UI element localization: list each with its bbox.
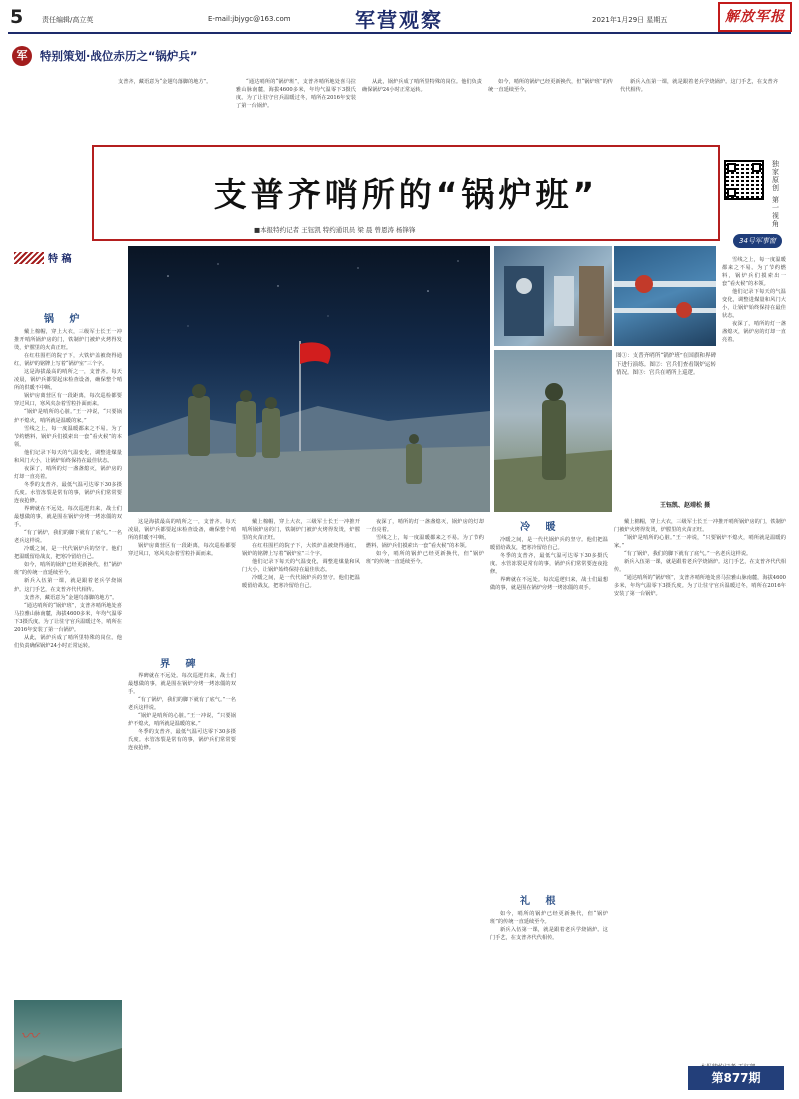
subhead-guolu: 锅 炉 <box>44 314 86 325</box>
calligraphy-art <box>14 1000 122 1092</box>
weekday-text: 星期五 <box>646 16 668 24</box>
intro-column-5 <box>620 78 778 144</box>
body-paragraph: 界碑就在不远处。每次巡逻归来，战士们最想做的事，就是围在锅炉旁烤一烤冻僵的双手。 <box>14 506 122 529</box>
body-paragraph: 戴上棉帽，穿上大衣，三级军士长王一冲推开哨所锅炉房的门，铁制炉门被炉火烤得发烫，炉膛里的火苗正旺。 <box>614 519 786 534</box>
body-paragraph: 夜深了，哨所的灯一盏盏熄灭，锅炉房的灯却一直亮着。 <box>14 465 122 480</box>
body-paragraph: 支普齐，藏语意为“金翅鸟落脚的地方”。 <box>24 594 118 601</box>
body-paragraph: 界碑就在不远处。每次巡逻归来，战士们最想做的事，就是围在锅炉旁烤一烤冻僵的双手。 <box>490 577 608 592</box>
body-paragraph: 如今，哨所的锅炉已经更新换代，但“锅炉班”的传统一直延续至今。 <box>366 551 484 566</box>
svg-text:〰: 〰 <box>20 1026 38 1047</box>
issue-date <box>592 15 667 25</box>
date-text: 2021年1月29日 <box>592 16 645 24</box>
qr-finder-bl <box>727 188 736 197</box>
body-paragraph: “锅炉是哨所的心脏。”王一冲说，“只要锅炉不熄火，哨所就是温暖的家。” <box>14 409 122 424</box>
body-column-2b <box>128 672 236 1092</box>
body-column-3 <box>242 518 360 1092</box>
intro-paragraph: 支普齐，藏语意为“金翅鸟落脚的地方”。 <box>118 79 212 85</box>
body-paragraph: 夜深了，哨所的灯一盏盏熄灭，锅炉房的灯却一直亮着。 <box>722 321 786 344</box>
body-paragraph: “有了锅炉，我们的脚下就有了底气。”一名老兵这样说。 <box>128 697 236 712</box>
body-paragraph: 在红柱围栏的院子下，大铁炉盖被烧得通红，锅炉的铭牌上写着“锅炉室”三个字。 <box>242 543 360 558</box>
subhead-lengnuan: 冷 暖 <box>520 522 562 533</box>
body-paragraph: 冷暖之间，是一代代锅炉兵的坚守。他们把温暖留给战友，把寒冷留给自己。 <box>242 575 360 590</box>
body-paragraph: 冬季的支普齐，最低气温可达零下30多摄氏度。水管冻裂是常有的事，锅炉兵们常常要连夜抢修。 <box>128 729 236 752</box>
issue-badge: 第877期 <box>688 1066 784 1090</box>
body-paragraph: 锅炉房离营区有一段距离，每次巡检都要穿过风口，寒风夹杂着雪粒扑面而来。 <box>128 543 236 558</box>
qr-finder-tl <box>727 163 736 172</box>
subhead-ligen: 礼 根 <box>520 896 562 907</box>
body-paragraph: 这是海拔最高的哨所之一，支普齐。每天凌晨，锅炉兵都要起床检查设备，确保整个哨所的供暖不中断。 <box>14 369 122 392</box>
subhead-jiebei: 界 碑 <box>160 659 202 670</box>
app-badge[interactable]: 34号军事窗 <box>733 234 782 248</box>
body-paragraph: 冬季的支普齐，最低气温可达零下30多摄氏度。水管冻裂是常有的事，锅炉兵们常常要连夜抢修。 <box>490 553 608 576</box>
body-paragraph: 冷暖之间，是一代代锅炉兵的坚守。他们把温暖留给战友，把寒冷留给自己。 <box>14 546 122 561</box>
body-paragraph: 雪线之上，每一度温暖都来之不易。为了节约燃料，锅炉兵们摸索出一套“看火候”的本领。 <box>14 425 122 448</box>
section-title: 军营观察 <box>355 8 443 32</box>
intro-paragraph: 如今，哨所的锅炉已经更新换代，但“锅炉班”的传统一直延续至今。 <box>488 79 613 94</box>
body-paragraph: “有了锅炉，我们的脚下就有了底气。”一名老兵这样说。 <box>624 551 752 558</box>
ground <box>128 446 490 512</box>
body-column-6 <box>614 518 786 1058</box>
column-badge: 军 <box>12 46 32 66</box>
body-paragraph: “通达哨所的“锅炉班”，支普齐哨所地处喜马拉雅山脉南麓，海拔4600多米，年均气温零下3摄氏度。为了让驻守官兵温暖过冬，哨所在2016年安装了第一台锅炉。 <box>614 575 786 598</box>
body-paragraph: 新兵入伍第一课，就是跟着老兵学烧锅炉。这门手艺，在支普齐代代相传。 <box>14 578 122 593</box>
body-paragraph: 他们记录下每天的气温变化，调整进煤量和风门大小，让锅炉始终保持在最佳状态。 <box>242 559 360 574</box>
inset-photo-boiler <box>494 246 612 346</box>
column-title: 特别策划·战位赤历之“锅炉兵” <box>40 49 198 63</box>
body-paragraph: 如今，哨所的锅炉已经更新换代，但“锅炉班”的传统一直延续至今。 <box>490 911 608 926</box>
intro-paragraph: “通达哨所的“锅炉班”，支普齐哨所地处喜马拉雅山脉南麓，海拔4600多米，年均气温零下3摄氏度。为了让驻守官兵温暖过冬，哨所在2016年安装了第一台锅炉。 <box>236 79 356 110</box>
section-tag <box>14 248 104 268</box>
header-rule <box>8 32 791 34</box>
body-paragraph: “锅炉是哨所的心脏。”王一冲说，“只要锅炉不熄火，哨所就是温暖的家。” <box>614 535 786 550</box>
body-paragraph: “有了锅炉，我们的脚下就有了底气。”一名老兵这样说。 <box>14 530 122 545</box>
bottom-art-banner <box>14 1000 122 1092</box>
headline-title: 支普齐哨所的“锅炉班” <box>213 175 599 214</box>
body-paragraph: 锅炉房离营区有一段距离，每次巡检都要穿过风口，寒风夹杂着雪粒扑面而来。 <box>14 393 122 408</box>
email-line: E-mail:jbjygc@163.com <box>208 15 291 23</box>
qr-label-vertical <box>772 160 782 228</box>
intro-column-3 <box>362 78 482 144</box>
body-paragraph: “通达哨所的“锅炉班”，支普齐哨所地处喜马拉雅山脉南麓，海拔4600多米，年均气温零下3摄氏度。为了让驻守官兵温暖过冬，哨所在2016年安装了第一台锅炉。 <box>14 602 122 633</box>
body-paragraph: 如今，哨所的锅炉已经更新换代，但“锅炉班”的传统一直延续至今。 <box>14 562 122 577</box>
tag-text: 特 稿 <box>48 254 72 265</box>
valve-scene <box>614 246 716 346</box>
intro-column-4 <box>488 78 613 144</box>
soldier-1 <box>188 384 210 456</box>
intro-paragraph: 新兵入伍第一课，就是跟着老兵学烧锅炉。这门手艺，在支普齐代代相传。 <box>620 79 778 94</box>
body-paragraph: 冬季的支普齐，最低气温可达零下30多摄氏度。水管冻裂是常有的事，锅炉兵们常常要连夜抢修。 <box>14 481 122 504</box>
soldier-3 <box>262 397 280 458</box>
main-photo <box>128 246 490 512</box>
tag-stripe <box>14 252 44 264</box>
body-paragraph: 冷暖之间，是一代代锅炉兵的坚守。他们把温暖留给战友，把寒冷留给自己。 <box>490 537 608 552</box>
photo-credit: 王钰凯、赵靖松 摄 <box>660 502 711 509</box>
body-column-2 <box>128 518 236 648</box>
body-paragraph: 在红柱围栏的院子下，大铁炉盖被烧得通红，锅炉的铭牌上写着“锅炉室”三个字。 <box>14 353 122 368</box>
headline-byline: ■本报特约记者 王钰凯 特约通讯员 梁 晨 曾恩涛 杨锋锋 <box>254 226 416 234</box>
column-banner <box>12 46 312 66</box>
body-paragraph: 雪线之上，每一度温暖都来之不易。为了节约燃料，锅炉兵们摸索出一套“看火候”的本领。 <box>366 535 484 550</box>
headline-box <box>92 145 720 241</box>
body-paragraph: 新兵入伍第一课，就是跟着老兵学烧锅炉。这门手艺，在支普齐代代相传。 <box>490 927 608 942</box>
body-paragraph: 戴上棉帽，穿上大衣，三级军士长王一冲推开哨所锅炉房的门，铁制炉门被炉火烤得发烫，炉膛里的火苗正旺。 <box>242 519 360 542</box>
photo-scene <box>128 246 490 512</box>
body-column-4 <box>366 518 484 1092</box>
body-paragraph: “锅炉是哨所的心脏。”王一冲说，“只要锅炉不熄火，哨所就是温暖的家。” <box>128 713 236 728</box>
body-column-right-upper <box>722 256 786 506</box>
body-paragraph: 这是海拔最高的哨所之一，支普齐。每天凌晨，锅炉兵都要起床检查设备，确保整个哨所的供暖不中断。 <box>128 519 236 542</box>
body-paragraph: 他们记录下每天的气温变化，调整进煤量和风门大小，让锅炉始终保持在最佳状态。 <box>14 449 122 464</box>
body-column-1 <box>14 328 122 996</box>
inset-photo-valves <box>614 246 716 346</box>
editors-line: 责任编辑/高立英 <box>42 16 94 24</box>
qr-label-1: 独家原创 <box>772 160 779 192</box>
newspaper-logo <box>718 2 792 32</box>
photo-caption <box>616 352 716 472</box>
inset-photo-soldier <box>494 350 612 512</box>
body-paragraph: 戴上棉帽，穿上大衣，三级军士长王一冲推开哨所锅炉房的门，铁制炉门被炉火烤得发烫，炉膛里的火苗正旺。 <box>14 329 122 352</box>
body-paragraph: 夜深了，哨所的灯一盏盏熄灭，锅炉房的灯却一直亮着。 <box>366 519 484 534</box>
boiler-scene <box>494 246 612 346</box>
qr-code[interactable] <box>724 160 764 200</box>
qr-label-2: 第一视角 <box>772 196 779 228</box>
page-number: 5 <box>10 6 24 28</box>
body-paragraph: 新兵入伍第一课，就是跟着老兵学烧锅炉。这门手艺，在支普齐代代相传。 <box>614 559 786 574</box>
body-column-5 <box>490 536 608 884</box>
stars <box>167 260 458 326</box>
red-flag <box>300 342 331 364</box>
intro-column-2 <box>236 78 356 144</box>
body-paragraph: 雪线之上，每一度温暖都来之不易。为了节约燃料，锅炉兵们摸索出一套“看火候”的本领。 <box>722 257 786 288</box>
soldier-2 <box>236 390 256 457</box>
logo-text: 解放军报 <box>725 9 785 25</box>
body-paragraph: 他们记录下每天的气温变化，调整进煤量和风门大小，让锅炉始终保持在最佳状态。 <box>722 289 786 320</box>
caption-text: 图①：支普齐哨所“锅炉班”在国旗和界碑下进行演练。图②：官兵们查看锅炉运转情况。图③：官兵在哨所上巡逻。 <box>616 353 716 376</box>
intro-column-1 <box>108 78 230 144</box>
patrol-scene <box>494 350 612 512</box>
body-column-5b <box>490 910 608 1092</box>
body-paragraph: 从此，锅炉兵成了哨所里特殊的岗位。他们负责确保锅炉24小时正常运转。 <box>14 634 122 649</box>
intro-paragraph: 从此，锅炉兵成了哨所里特殊的岗位。他们负责确保锅炉24小时正常运转。 <box>362 79 482 94</box>
body-paragraph: 界碑就在不远处。每次巡逻归来，战士们最想做的事，就是围在锅炉旁烤一烤冻僵的双手。 <box>128 673 236 696</box>
qr-finder-tr <box>752 163 761 172</box>
